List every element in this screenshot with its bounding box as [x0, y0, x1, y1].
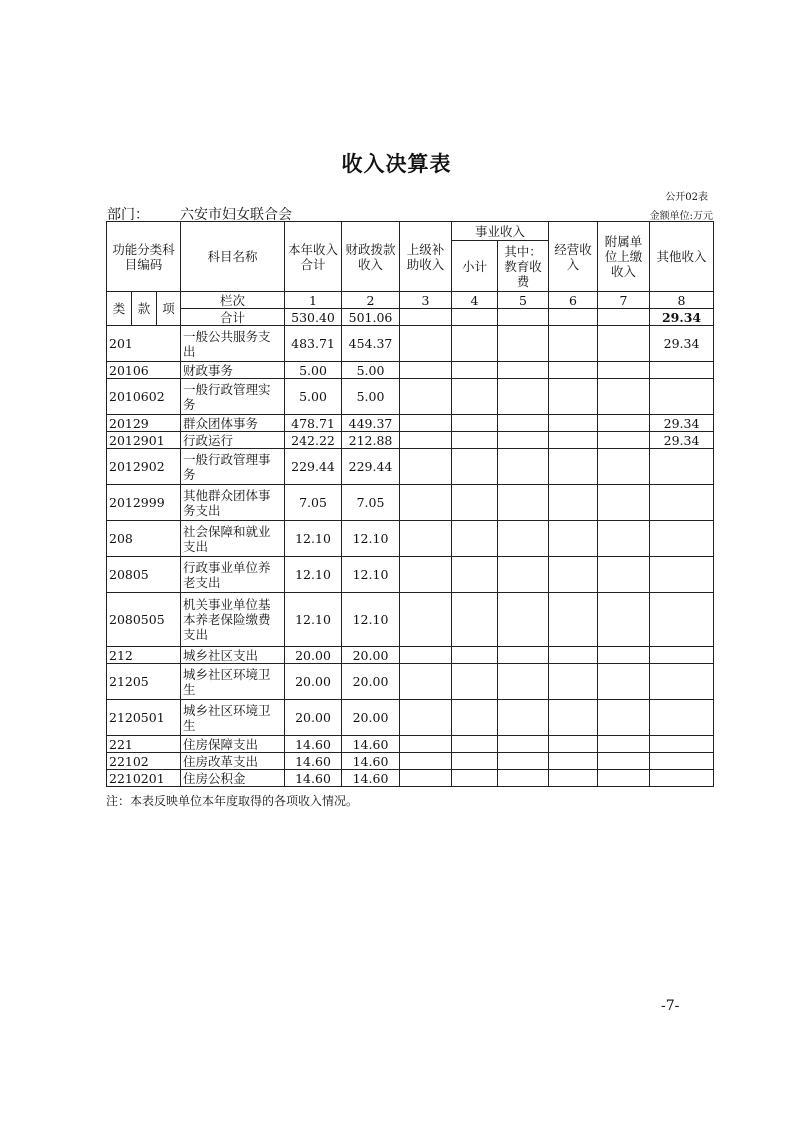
row-subject-name: 行政运行 — [181, 432, 285, 449]
empty-cell — [400, 485, 452, 521]
row-subject-name: 机关事业单位基本养老保险缴费支出 — [181, 593, 285, 647]
row-total-income: 7.05 — [285, 485, 342, 521]
empty-cell — [400, 770, 452, 787]
row-total-income: 14.60 — [285, 753, 342, 770]
empty-cell — [598, 770, 650, 787]
empty-cell — [498, 485, 549, 521]
empty-cell — [452, 309, 498, 326]
table-header — [107, 222, 714, 326]
empty-cell — [498, 557, 549, 593]
row-code: 21205 — [107, 664, 181, 700]
row-code: 2010602 — [107, 379, 181, 415]
row-total-income: 20.00 — [285, 700, 342, 736]
row-subject-name: 一般行政管理实务 — [181, 379, 285, 415]
empty-cell — [400, 309, 452, 326]
row-subject-name: 一般行政管理事务 — [181, 449, 285, 485]
report-title: 收入决算表 — [341, 152, 452, 176]
col-num: 3 — [400, 292, 452, 309]
empty-cell — [498, 664, 549, 700]
empty-cell — [598, 449, 650, 485]
table-row — [107, 485, 714, 521]
total-other-value: 29.34 — [650, 309, 714, 326]
empty-cell — [452, 449, 498, 485]
empty-cell — [452, 593, 498, 647]
empty-cell — [498, 309, 549, 326]
row-code: 20106 — [107, 362, 181, 379]
empty-cell — [549, 309, 598, 326]
empty-cell — [452, 415, 498, 432]
department-label: 部门： — [107, 207, 149, 223]
table-row — [107, 647, 714, 664]
row-subject-name: 社会保障和就业支出 — [181, 521, 285, 557]
empty-cell — [549, 362, 598, 379]
empty-cell — [400, 521, 452, 557]
row-fiscal: 229.44 — [342, 449, 400, 485]
empty-cell — [452, 770, 498, 787]
row-fiscal: 12.10 — [342, 521, 400, 557]
row-code: 2210201 — [107, 770, 181, 787]
empty-cell — [452, 432, 498, 449]
table-note: 注：本表反映单位本年度取得的各项收入情况。 — [106, 794, 359, 808]
row-fiscal: 12.10 — [342, 593, 400, 647]
page-number: -7- — [661, 998, 680, 1014]
row-subject-name: 财政事务 — [181, 362, 285, 379]
table-row — [107, 449, 714, 485]
header-superior-subsidy: 上级补助收入 — [400, 222, 452, 292]
empty-cell — [452, 362, 498, 379]
empty-cell — [598, 647, 650, 664]
table-row — [107, 432, 714, 449]
row-subject-name: 城乡社区环境卫生 — [181, 700, 285, 736]
empty-cell — [549, 593, 598, 647]
empty-cell — [549, 485, 598, 521]
empty-cell — [400, 449, 452, 485]
row-fiscal: 14.60 — [342, 753, 400, 770]
empty-cell — [598, 700, 650, 736]
table-row — [107, 326, 714, 362]
empty-cell — [498, 647, 549, 664]
row-other — [650, 770, 714, 787]
empty-cell — [452, 326, 498, 362]
empty-cell — [498, 753, 549, 770]
empty-cell — [598, 664, 650, 700]
row-other — [650, 557, 714, 593]
row-other: 29.34 — [650, 415, 714, 432]
col-num: 1 — [285, 292, 342, 309]
empty-cell — [400, 415, 452, 432]
row-subject-name: 行政事业单位养老支出 — [181, 557, 285, 593]
row-fiscal: 449.37 — [342, 415, 400, 432]
empty-cell — [549, 521, 598, 557]
row-other — [650, 521, 714, 557]
table-row — [107, 593, 714, 647]
row-total-income: 483.71 — [285, 326, 342, 362]
empty-cell — [549, 557, 598, 593]
row-code: 221 — [107, 736, 181, 753]
row-code: 2120501 — [107, 700, 181, 736]
empty-cell — [400, 736, 452, 753]
col-num: 4 — [452, 292, 498, 309]
empty-cell — [400, 379, 452, 415]
empty-cell — [452, 700, 498, 736]
row-fiscal: 20.00 — [342, 700, 400, 736]
empty-cell — [598, 362, 650, 379]
row-fiscal: 5.00 — [342, 362, 400, 379]
table-row — [107, 362, 714, 379]
empty-cell — [549, 415, 598, 432]
row-total-income: 5.00 — [285, 362, 342, 379]
row-other — [650, 647, 714, 664]
empty-cell — [400, 700, 452, 736]
table-row — [107, 770, 714, 787]
col-num: 5 — [498, 292, 549, 309]
row-total-income: 242.22 — [285, 432, 342, 449]
header-lei: 类 — [107, 292, 132, 326]
header-func-code: 功能分类科目编码 — [107, 222, 181, 292]
row-subject-name: 城乡社区环境卫生 — [181, 664, 285, 700]
empty-cell — [452, 647, 498, 664]
empty-cell — [400, 432, 452, 449]
empty-cell — [452, 485, 498, 521]
empty-cell — [400, 664, 452, 700]
empty-cell — [400, 647, 452, 664]
header-fiscal: 财政拨款收入 — [342, 222, 400, 292]
table-row — [107, 521, 714, 557]
table-row — [107, 557, 714, 593]
empty-cell — [400, 557, 452, 593]
header-subtotal: 小计 — [452, 241, 498, 292]
row-code: 2012901 — [107, 432, 181, 449]
empty-cell — [452, 753, 498, 770]
table-row — [107, 736, 714, 753]
table-row — [107, 664, 714, 700]
row-fiscal: 20.00 — [342, 647, 400, 664]
row-other — [650, 485, 714, 521]
row-other — [650, 449, 714, 485]
row-code: 20805 — [107, 557, 181, 593]
empty-cell — [598, 432, 650, 449]
header-subject-name: 科目名称 — [181, 222, 285, 292]
empty-cell — [598, 557, 650, 593]
empty-cell — [498, 449, 549, 485]
row-code: 2080505 — [107, 593, 181, 647]
empty-cell — [598, 736, 650, 753]
empty-cell — [549, 753, 598, 770]
row-total-income: 20.00 — [285, 664, 342, 700]
header-operating: 经营收入 — [549, 222, 598, 292]
header-column-index: 栏次 — [181, 292, 285, 309]
row-total-income: 12.10 — [285, 557, 342, 593]
table-row — [107, 415, 714, 432]
header-xiang: 项 — [157, 292, 181, 326]
row-other — [650, 700, 714, 736]
empty-cell — [400, 326, 452, 362]
row-code: 201 — [107, 326, 181, 362]
empty-cell — [498, 770, 549, 787]
row-fiscal: 14.60 — [342, 770, 400, 787]
empty-cell — [549, 379, 598, 415]
header-affiliated: 附属单位上缴收入 — [598, 222, 650, 292]
col-num: 2 — [342, 292, 400, 309]
row-total-income: 12.10 — [285, 521, 342, 557]
row-code: 22102 — [107, 753, 181, 770]
row-subject-name: 城乡社区支出 — [181, 647, 285, 664]
row-fiscal: 12.10 — [342, 557, 400, 593]
row-code: 2012999 — [107, 485, 181, 521]
table-row — [107, 753, 714, 770]
header-edu-fee: 其中：教育收费 — [498, 241, 549, 292]
empty-cell — [498, 593, 549, 647]
row-total-income: 14.60 — [285, 770, 342, 787]
empty-cell — [498, 326, 549, 362]
row-fiscal: 454.37 — [342, 326, 400, 362]
row-subject-name: 一般公共服务支出 — [181, 326, 285, 362]
total-income-value: 530.40 — [285, 309, 342, 326]
empty-cell — [549, 326, 598, 362]
empty-cell — [549, 770, 598, 787]
row-total-income: 14.60 — [285, 736, 342, 753]
row-total-income: 478.71 — [285, 415, 342, 432]
empty-cell — [452, 379, 498, 415]
row-other — [650, 736, 714, 753]
form-code: 公开02表 — [665, 192, 708, 203]
table-row — [107, 379, 714, 415]
row-other — [650, 753, 714, 770]
row-fiscal: 14.60 — [342, 736, 400, 753]
department-name: 六安市妇女联合会 — [180, 207, 292, 223]
col-num: 6 — [549, 292, 598, 309]
empty-cell — [498, 700, 549, 736]
row-total-income: 12.10 — [285, 593, 342, 647]
row-code: 20129 — [107, 415, 181, 432]
row-other — [650, 664, 714, 700]
header-kuan: 款 — [132, 292, 157, 326]
row-subject-name: 住房公积金 — [181, 770, 285, 787]
empty-cell — [598, 379, 650, 415]
empty-cell — [400, 593, 452, 647]
header-total-income: 本年收入合计 — [285, 222, 342, 292]
empty-cell — [598, 309, 650, 326]
col-num: 7 — [598, 292, 650, 309]
total-fiscal-value: 501.06 — [342, 309, 400, 326]
row-subject-name: 其他群众团体事务支出 — [181, 485, 285, 521]
empty-cell — [498, 379, 549, 415]
empty-cell — [452, 557, 498, 593]
empty-cell — [549, 736, 598, 753]
empty-cell — [452, 736, 498, 753]
empty-cell — [452, 664, 498, 700]
empty-cell — [549, 432, 598, 449]
total-label: 合计 — [181, 309, 285, 326]
empty-cell — [598, 753, 650, 770]
total-row — [107, 309, 714, 326]
row-subject-name: 群众团体事务 — [181, 415, 285, 432]
empty-cell — [498, 736, 549, 753]
empty-cell — [598, 485, 650, 521]
income-table — [106, 221, 714, 787]
row-other — [650, 593, 714, 647]
row-other — [650, 362, 714, 379]
empty-cell — [598, 415, 650, 432]
header-career-income: 事业收入 — [452, 222, 549, 241]
row-total-income: 229.44 — [285, 449, 342, 485]
empty-cell — [549, 664, 598, 700]
empty-cell — [598, 521, 650, 557]
empty-cell — [598, 326, 650, 362]
empty-cell — [549, 449, 598, 485]
empty-cell — [549, 700, 598, 736]
row-fiscal: 7.05 — [342, 485, 400, 521]
row-fiscal: 20.00 — [342, 664, 400, 700]
header-other: 其他收入 — [650, 222, 714, 292]
table-row — [107, 700, 714, 736]
amount-unit: 金额单位:万元 — [649, 211, 713, 222]
empty-cell — [498, 362, 549, 379]
row-other: 29.34 — [650, 326, 714, 362]
col-num: 8 — [650, 292, 714, 309]
row-subject-name: 住房改革支出 — [181, 753, 285, 770]
empty-cell — [498, 432, 549, 449]
table-body — [107, 326, 714, 787]
row-total-income: 20.00 — [285, 647, 342, 664]
empty-cell — [598, 593, 650, 647]
empty-cell — [400, 753, 452, 770]
row-other — [650, 379, 714, 415]
empty-cell — [549, 647, 598, 664]
row-code: 212 — [107, 647, 181, 664]
row-fiscal: 212.88 — [342, 432, 400, 449]
empty-cell — [498, 415, 549, 432]
empty-cell — [452, 521, 498, 557]
row-fiscal: 5.00 — [342, 379, 400, 415]
row-code: 208 — [107, 521, 181, 557]
empty-cell — [498, 521, 549, 557]
row-subject-name: 住房保障支出 — [181, 736, 285, 753]
row-other: 29.34 — [650, 432, 714, 449]
empty-cell — [400, 362, 452, 379]
row-code: 2012902 — [107, 449, 181, 485]
row-total-income: 5.00 — [285, 379, 342, 415]
